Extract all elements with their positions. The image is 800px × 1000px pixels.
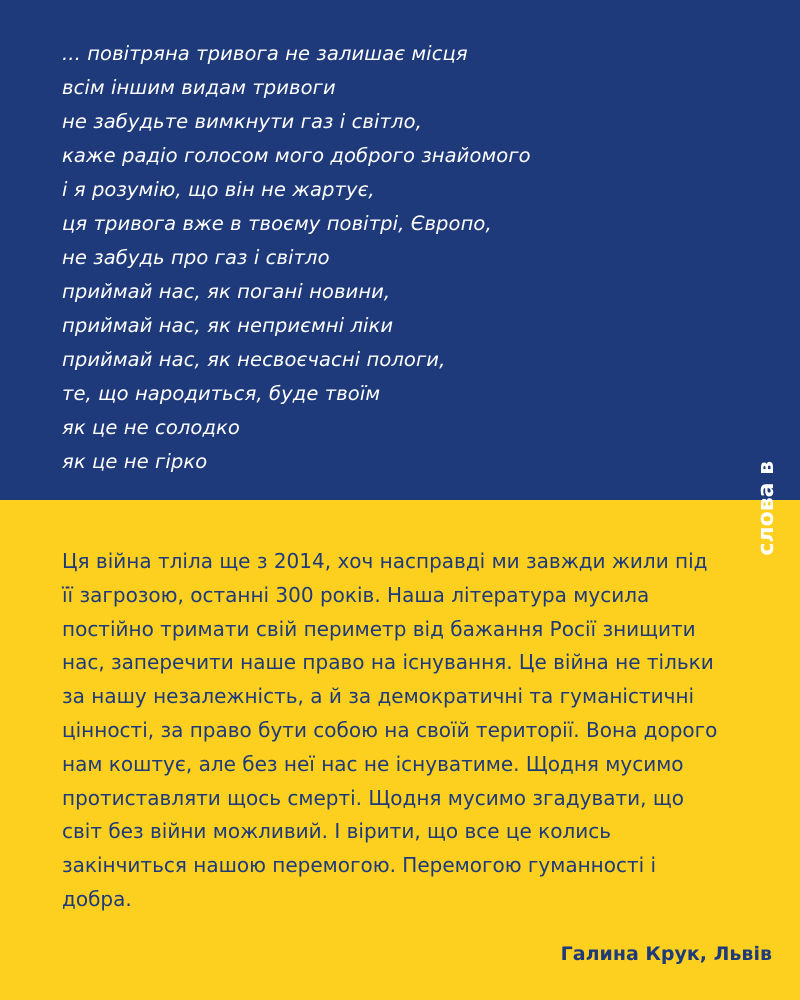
poem-line: не забудь про газ і світло [62,246,330,269]
poem-line: і я розумію, що він не жартує, [62,178,375,201]
poem-line: каже радіо голосом мого доброго знайомого [62,144,531,167]
brand-logo-action: дії [754,420,779,454]
poem-line: ця тривога вже в твоєму повітрі, Європо, [62,212,492,235]
brand-logo [752,420,782,555]
poem-line: приймай нас, як погані новини, [62,280,391,303]
poem-line: приймай нас, як неприємні ліки [62,314,394,337]
author-signature: Галина Крук, Львів [560,943,772,965]
poem-line: не забудьте вимкнути газ і світло, [62,110,422,133]
poem-line: те, що народиться, буде твоїм [62,382,381,405]
poem-line: ... повітряна тривога не залишає місця [62,42,468,65]
poem-line: як це не солодко [62,416,240,439]
poem-line: як це не гірко [62,450,208,473]
poem [62,37,531,479]
poem-line: приймай нас, як несвоєчасні пологи, [62,348,446,371]
poem-line: всім іншим видам тривоги [62,76,336,99]
essay-text: Ця війна тліла ще з 2014, хоч насправді ми завжди жили під її загрозою, останні 300 років. Наша література мусила постійно тримати свій периметр від бажання Росії знищити нас, заперечити наше право на існування. Це війна не тільки за нашу незалежність, а й за демократичні та гуманістичні цінності, за право бути собою на своїй території. Вона дорого нам коштує, але без неї нас не існуватиме. Щодня мусимо протиставляти щось смерті. Щодня мусимо згадувати, що світ без війни можливий. І вірити, що все це колись закінчиться нашою перемогою. Перемогою гуманності і добра. [62,549,718,911]
brand-logo-words: слова в [754,460,779,556]
